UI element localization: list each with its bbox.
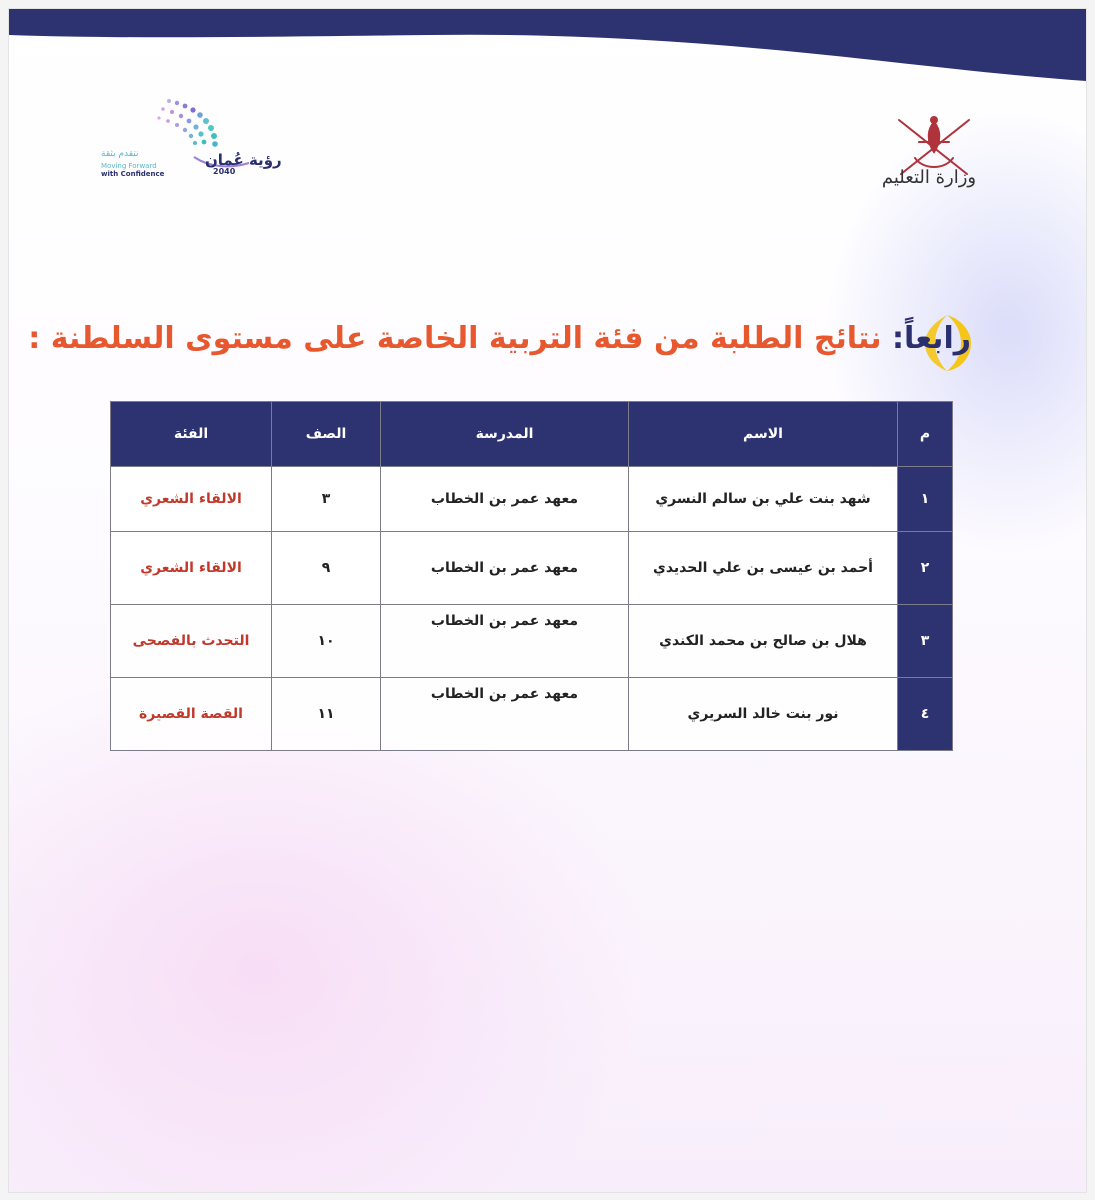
column-header-category: الفئة [111,402,272,467]
table-row [111,467,953,532]
heading-lead: رابعاً: [891,321,971,356]
student-name: نور بنت خالد السريري [629,678,898,751]
section-heading [28,321,971,356]
row-number: ٣ [898,605,953,678]
vision-year: 2040 [213,167,236,176]
table-row [111,678,953,751]
table-header-row [111,402,953,467]
student-name: شهد بنت علي بن سالم النسري [629,467,898,532]
table-row [111,605,953,678]
column-header-name: الاسم [629,402,898,467]
vision-name: رؤية عُمان [205,151,282,169]
column-header-school: المدرسة [381,402,629,467]
category: الالقاء الشعري [111,467,272,532]
school-name: معهد عمر بن الخطاب [381,467,629,532]
grade: ٩ [272,532,381,605]
student-name: أحمد بن عيسى بن علي الحديدي [629,532,898,605]
student-name: هلال بن صالح بن محمد الكندي [629,605,898,678]
results-table [110,401,953,751]
column-header-num: م [898,402,953,467]
category: القصة القصيرة [111,678,272,751]
grade: ١٠ [272,605,381,678]
grade: ٣ [272,467,381,532]
category: الالقاء الشعري [111,532,272,605]
table-row [111,532,953,605]
document-page [9,9,1086,1192]
row-number: ٤ [898,678,953,751]
grade: ١١ [272,678,381,751]
row-number: ٢ [898,532,953,605]
row-number: ١ [898,467,953,532]
vision-tagline-en-2: with Confidence [101,170,165,178]
school-name: معهد عمر بن الخطاب [381,605,629,678]
header-banner [9,9,1086,89]
column-header-grade: الصف [272,402,381,467]
ministry-name: وزارة التعليم [881,167,977,188]
school-name: معهد عمر بن الخطاب [381,678,629,751]
vision-tagline-en-1: Moving Forward [101,162,157,170]
school-name: معهد عمر بن الخطاب [381,532,629,605]
category: التحدث بالفصحى [111,605,272,678]
vision-tagline-ar: نتقدم بثقة [101,149,139,159]
heading-rest: نتائج الطلبة من فئة التربية الخاصة على مستوى السلطنة : [28,321,892,356]
